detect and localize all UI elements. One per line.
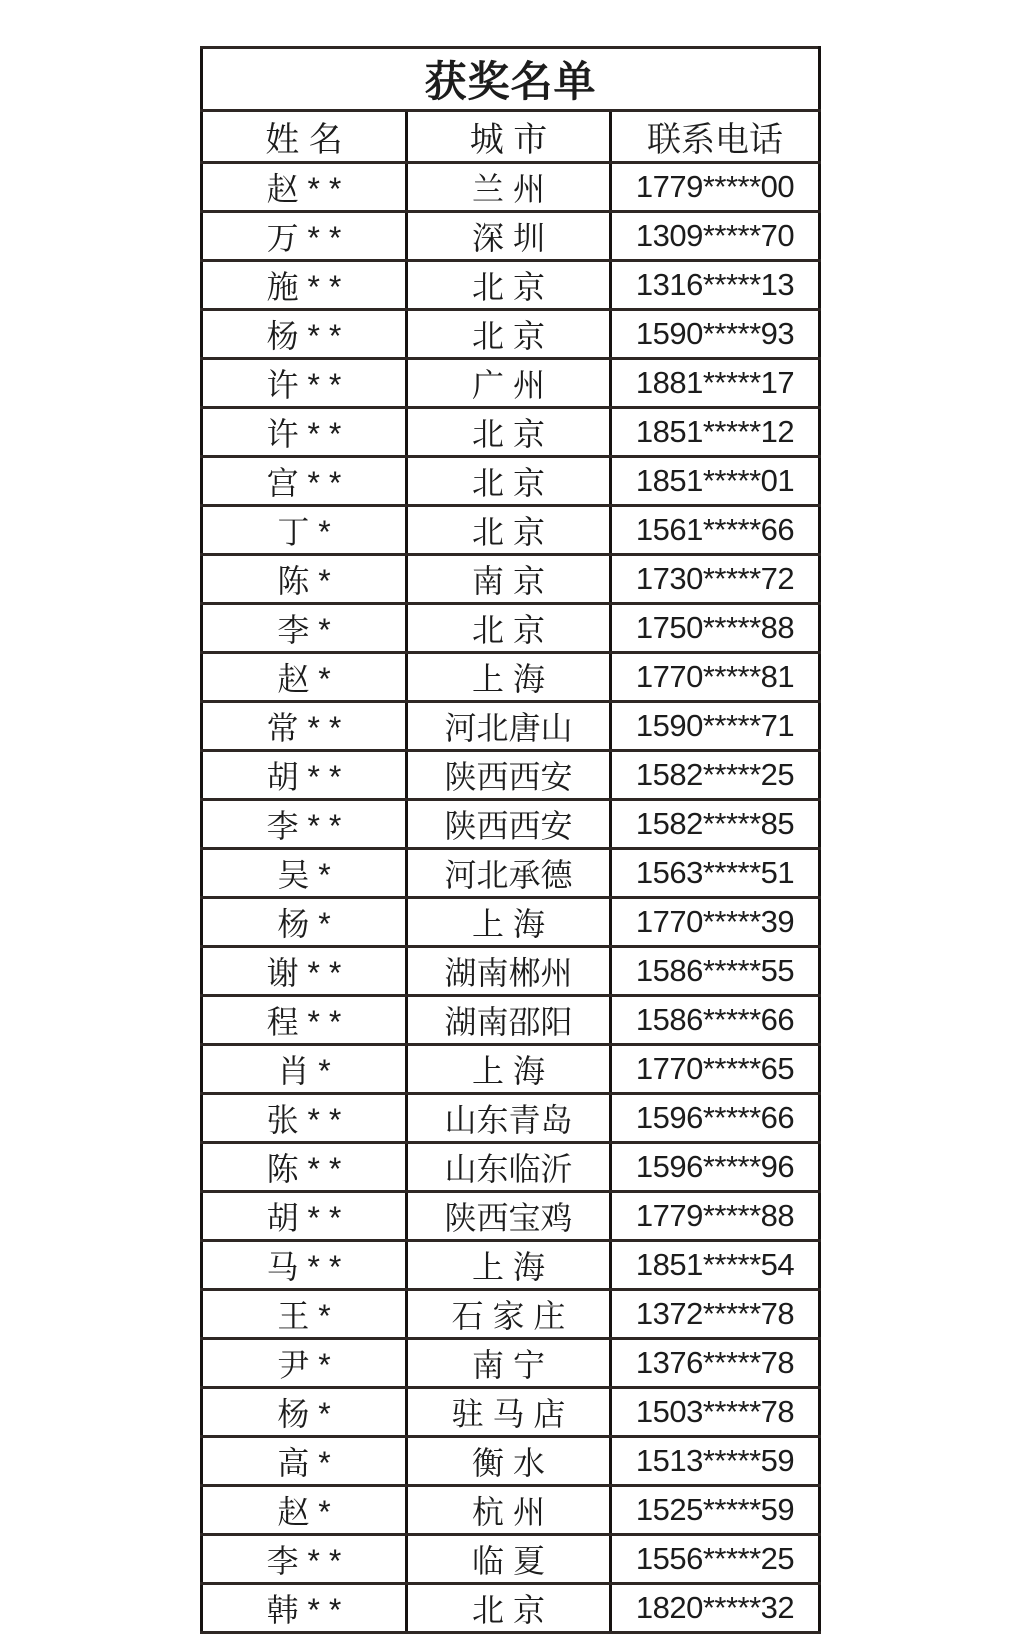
winner-city: 深 圳: [407, 212, 611, 261]
winner-name: 李 * *: [202, 1535, 407, 1584]
winner-name: 宫 * *: [202, 457, 407, 506]
table-title: 获奖名单: [202, 48, 820, 111]
table-row: [202, 1486, 820, 1535]
table-row: [202, 1584, 820, 1633]
winner-phone: 1561*****66: [611, 506, 820, 555]
winner-name: 张 * *: [202, 1094, 407, 1143]
winner-city: 南 京: [407, 555, 611, 604]
winner-name: 吴 *: [202, 849, 407, 898]
table-row: [202, 702, 820, 751]
table-row: [202, 555, 820, 604]
table-row: [202, 359, 820, 408]
winner-name: 高 *: [202, 1437, 407, 1486]
winner-city: 山东临沂: [407, 1143, 611, 1192]
table-row: [202, 1339, 820, 1388]
winner-name: 赵 * *: [202, 163, 407, 212]
winner-phone: 1730*****72: [611, 555, 820, 604]
column-header-name: 姓 名: [202, 111, 407, 163]
winner-phone: 1563*****51: [611, 849, 820, 898]
winner-name: 韩 * *: [202, 1584, 407, 1633]
winner-city: 北 京: [407, 506, 611, 555]
winner-city: 陕西宝鸡: [407, 1192, 611, 1241]
winner-phone: 1376*****78: [611, 1339, 820, 1388]
winner-phone: 1851*****54: [611, 1241, 820, 1290]
winner-city: 广 州: [407, 359, 611, 408]
winner-phone: 1513*****59: [611, 1437, 820, 1486]
table-row: [202, 506, 820, 555]
winner-phone: 1316*****13: [611, 261, 820, 310]
winner-city: 北 京: [407, 261, 611, 310]
winner-city: 杭 州: [407, 1486, 611, 1535]
table-row: [202, 653, 820, 702]
winner-name: 程 * *: [202, 996, 407, 1045]
column-header-phone: 联系电话: [611, 111, 820, 163]
winner-city: 湖南郴州: [407, 947, 611, 996]
winner-city: 上 海: [407, 898, 611, 947]
winner-phone: 1770*****39: [611, 898, 820, 947]
winner-city: 石 家 庄: [407, 1290, 611, 1339]
winner-city: 北 京: [407, 310, 611, 359]
column-header-city: 城 市: [407, 111, 611, 163]
winner-name: 许 * *: [202, 359, 407, 408]
winner-city: 上 海: [407, 653, 611, 702]
winner-city: 陕西西安: [407, 751, 611, 800]
winner-phone: 1586*****55: [611, 947, 820, 996]
winner-phone: 1586*****66: [611, 996, 820, 1045]
winner-name: 尹 *: [202, 1339, 407, 1388]
winner-phone: 1556*****25: [611, 1535, 820, 1584]
winner-city: 河北承德: [407, 849, 611, 898]
table-body: [202, 163, 820, 1633]
winner-phone: 1770*****81: [611, 653, 820, 702]
header-row: [202, 111, 820, 163]
winner-name: 李 *: [202, 604, 407, 653]
table-row: [202, 849, 820, 898]
winner-phone: 1590*****93: [611, 310, 820, 359]
table-row: [202, 1535, 820, 1584]
winner-phone: 1779*****88: [611, 1192, 820, 1241]
winner-city: 兰 州: [407, 163, 611, 212]
table-row: [202, 1290, 820, 1339]
table-row: [202, 1241, 820, 1290]
table-row: [202, 996, 820, 1045]
table-row: [202, 751, 820, 800]
winner-city: 北 京: [407, 1584, 611, 1633]
winner-city: 河北唐山: [407, 702, 611, 751]
table-row: [202, 1094, 820, 1143]
table-row: [202, 163, 820, 212]
award-winners-table: [200, 46, 821, 1634]
table-row: [202, 604, 820, 653]
table-row: [202, 1192, 820, 1241]
winner-city: 驻 马 店: [407, 1388, 611, 1437]
winner-phone: 1770*****65: [611, 1045, 820, 1094]
winner-name: 谢 * *: [202, 947, 407, 996]
winner-phone: 1881*****17: [611, 359, 820, 408]
winner-name: 杨 *: [202, 1388, 407, 1437]
winner-name: 李 * *: [202, 800, 407, 849]
winner-phone: 1503*****78: [611, 1388, 820, 1437]
table-row: [202, 310, 820, 359]
winner-phone: 1820*****32: [611, 1584, 820, 1633]
winner-phone: 1372*****78: [611, 1290, 820, 1339]
table-row: [202, 457, 820, 506]
winner-city: 衡 水: [407, 1437, 611, 1486]
winner-name: 杨 * *: [202, 310, 407, 359]
table-row: [202, 1437, 820, 1486]
winner-phone: 1596*****96: [611, 1143, 820, 1192]
winner-phone: 1525*****59: [611, 1486, 820, 1535]
winner-city: 上 海: [407, 1241, 611, 1290]
winner-name: 陈 *: [202, 555, 407, 604]
winner-phone: 1582*****25: [611, 751, 820, 800]
table-row: [202, 408, 820, 457]
winner-name: 杨 *: [202, 898, 407, 947]
winner-name: 肖 *: [202, 1045, 407, 1094]
winner-name: 丁 *: [202, 506, 407, 555]
winner-city: 南 宁: [407, 1339, 611, 1388]
winner-name: 赵 *: [202, 653, 407, 702]
winner-name: 陈 * *: [202, 1143, 407, 1192]
table-row: [202, 1045, 820, 1094]
winner-name: 马 * *: [202, 1241, 407, 1290]
winner-phone: 1779*****00: [611, 163, 820, 212]
winner-phone: 1596*****66: [611, 1094, 820, 1143]
winner-name: 万 * *: [202, 212, 407, 261]
winner-phone: 1309*****70: [611, 212, 820, 261]
winner-phone: 1851*****01: [611, 457, 820, 506]
winner-city: 湖南邵阳: [407, 996, 611, 1045]
winner-city: 北 京: [407, 457, 611, 506]
winner-name: 胡 * *: [202, 751, 407, 800]
winner-city: 山东青岛: [407, 1094, 611, 1143]
winner-phone: 1590*****71: [611, 702, 820, 751]
winner-name: 施 * *: [202, 261, 407, 310]
winner-name: 赵 *: [202, 1486, 407, 1535]
winner-phone: 1750*****88: [611, 604, 820, 653]
winner-name: 王 *: [202, 1290, 407, 1339]
winner-city: 北 京: [407, 604, 611, 653]
winner-name: 许 * *: [202, 408, 407, 457]
table-row: [202, 898, 820, 947]
table-row: [202, 1388, 820, 1437]
winner-city: 陕西西安: [407, 800, 611, 849]
winner-city: 上 海: [407, 1045, 611, 1094]
winner-phone: 1582*****85: [611, 800, 820, 849]
table-row: [202, 800, 820, 849]
table-row: [202, 947, 820, 996]
table-row: [202, 261, 820, 310]
table-row: [202, 1143, 820, 1192]
table-row: [202, 212, 820, 261]
winner-city: 临 夏: [407, 1535, 611, 1584]
title-row: [202, 48, 820, 111]
winner-name: 常 * *: [202, 702, 407, 751]
winner-phone: 1851*****12: [611, 408, 820, 457]
winner-city: 北 京: [407, 408, 611, 457]
winner-name: 胡 * *: [202, 1192, 407, 1241]
